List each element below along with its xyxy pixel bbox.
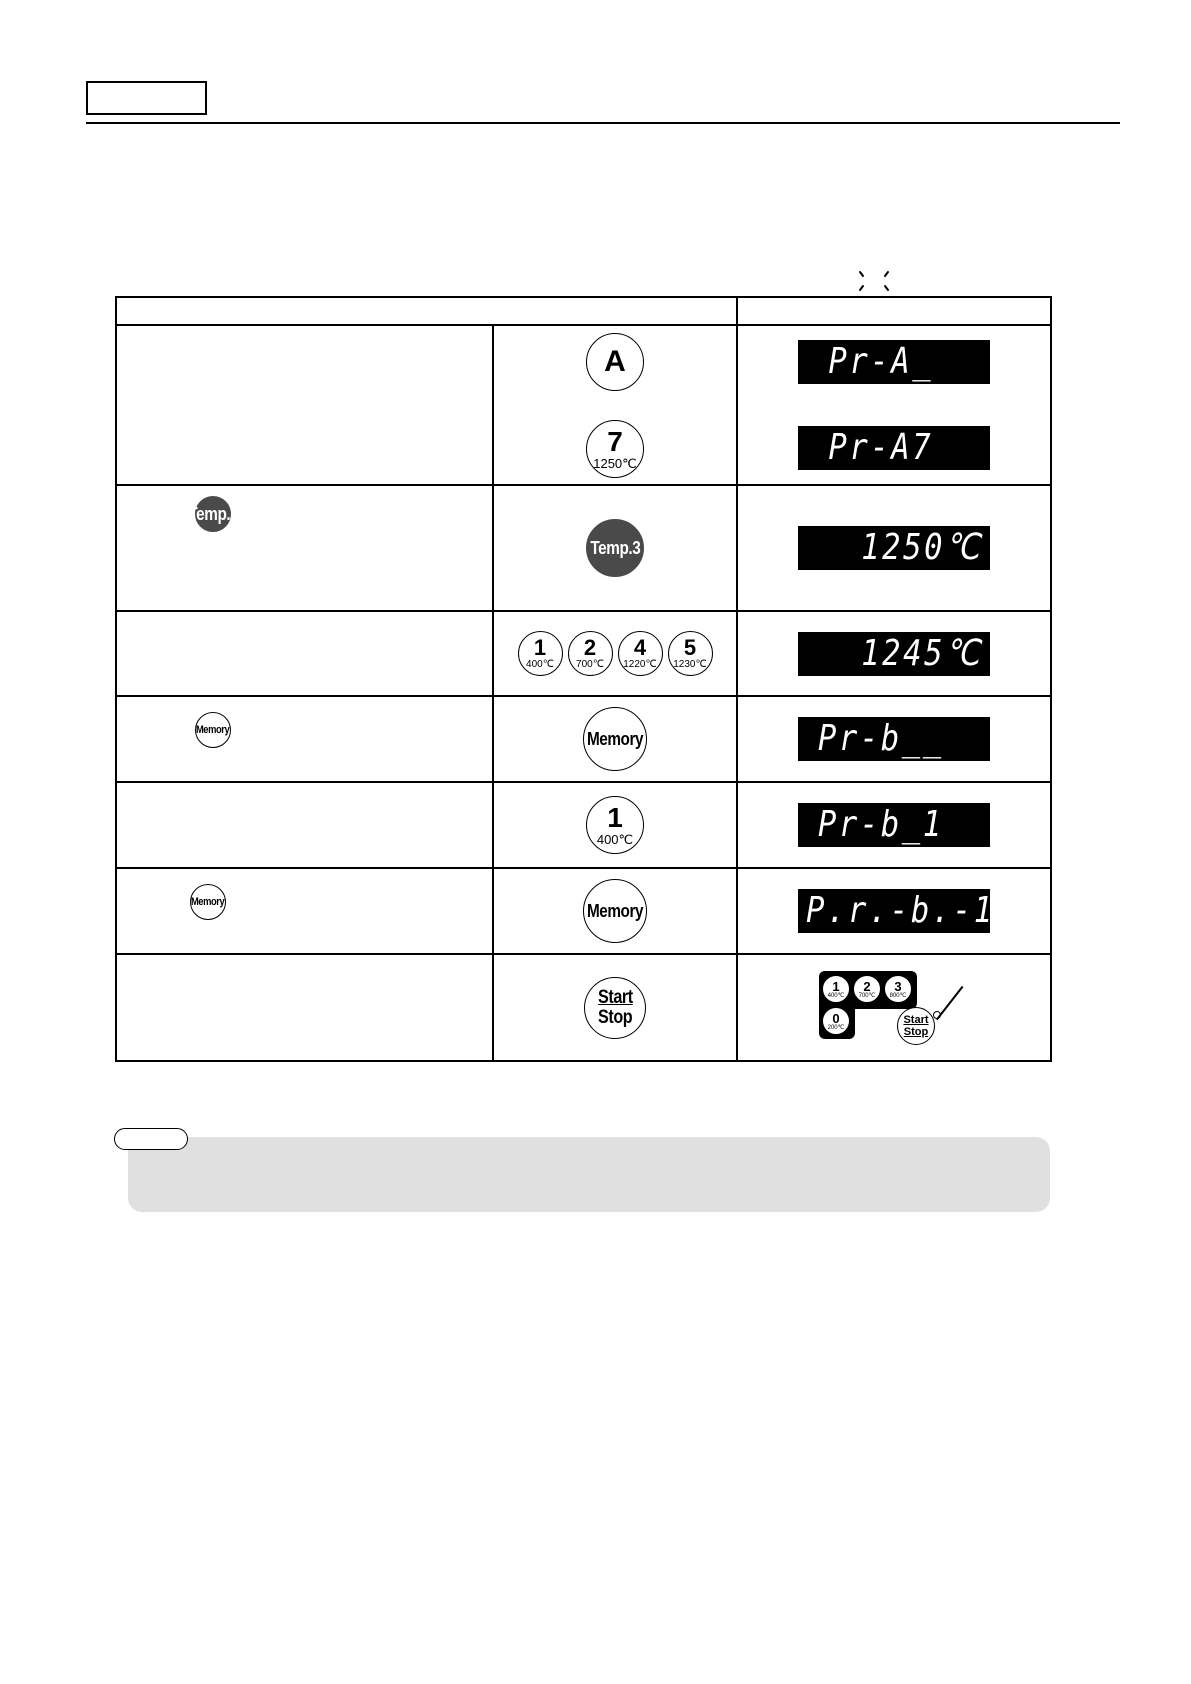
key-number: 1 bbox=[533, 635, 547, 660]
key-cell bbox=[493, 485, 737, 611]
mini-key-0 bbox=[822, 1007, 850, 1035]
mini-key-1 bbox=[822, 975, 850, 1003]
display-cell bbox=[737, 611, 1051, 696]
key-cell bbox=[493, 782, 737, 868]
lcd-text: Pr-b__ bbox=[817, 718, 944, 759]
mini-start-stop-key bbox=[897, 1007, 935, 1045]
key-temperature: 400℃ bbox=[596, 832, 634, 847]
start-label: Start bbox=[597, 986, 633, 1008]
memory-inline-icon bbox=[195, 712, 231, 748]
step-description bbox=[116, 485, 493, 611]
note-tag bbox=[114, 1128, 188, 1150]
mini-key-number: 0 bbox=[832, 1010, 840, 1026]
display-cell bbox=[737, 782, 1051, 868]
header-operation bbox=[116, 297, 737, 325]
table-row bbox=[116, 696, 1051, 782]
temp-4-key[interactable] bbox=[618, 631, 663, 676]
mini-key-number: 1 bbox=[832, 978, 840, 994]
lcd-display bbox=[798, 803, 990, 847]
mini-key-number: 3 bbox=[894, 978, 902, 994]
key-cell bbox=[493, 868, 737, 954]
a-key-label: A bbox=[604, 344, 626, 378]
start-stop-key[interactable] bbox=[584, 977, 646, 1039]
stop-label: Stop bbox=[597, 1006, 633, 1028]
temp-7-key[interactable] bbox=[586, 420, 644, 478]
display-cell bbox=[737, 868, 1051, 954]
key-temperature: 1250℃ bbox=[593, 455, 637, 471]
lcd-text: Pr-A7 bbox=[828, 427, 934, 468]
lcd-display bbox=[798, 526, 990, 570]
lcd-text: 1250℃ bbox=[861, 527, 982, 568]
key-number: 5 bbox=[683, 635, 697, 660]
table-row bbox=[116, 782, 1051, 868]
lcd-text: 1245℃ bbox=[861, 632, 982, 674]
table-row bbox=[116, 611, 1051, 696]
key-cell bbox=[493, 954, 737, 1061]
header-display bbox=[737, 297, 1051, 325]
mini-key-temp: 700℃ bbox=[858, 992, 876, 999]
leader-line bbox=[936, 986, 963, 1020]
a-key[interactable] bbox=[586, 333, 644, 391]
key-cell bbox=[493, 696, 737, 782]
section-label-box bbox=[86, 81, 207, 115]
mini-key-temp: 200℃ bbox=[827, 1024, 845, 1031]
temp-1-key[interactable] bbox=[586, 796, 644, 854]
key-number: 4 bbox=[633, 635, 647, 660]
key-temperature: 1230℃ bbox=[673, 659, 707, 670]
mini-key-temp: 800℃ bbox=[889, 992, 907, 999]
mini-key-number: 2 bbox=[863, 978, 871, 994]
lcd-display bbox=[798, 426, 990, 470]
lcd-text: Pr-A_ bbox=[828, 341, 934, 382]
step-description bbox=[116, 954, 493, 1061]
lcd-display bbox=[798, 889, 995, 933]
table-row bbox=[116, 485, 1051, 611]
display-cell bbox=[737, 954, 1051, 1061]
display-cell bbox=[737, 696, 1051, 782]
step-description bbox=[116, 782, 493, 868]
key-cell bbox=[493, 611, 737, 696]
blink-indicator-icon bbox=[856, 268, 892, 294]
lcd-display bbox=[798, 632, 990, 676]
memory-key[interactable] bbox=[583, 707, 647, 771]
key-label: Memory bbox=[586, 901, 644, 921]
mini-key-3 bbox=[884, 975, 912, 1003]
step-description bbox=[116, 696, 493, 782]
table-header-row bbox=[116, 297, 1051, 325]
lcd-display bbox=[798, 340, 990, 384]
display-cell bbox=[737, 485, 1051, 611]
mini-stop-label: Stop bbox=[903, 1026, 929, 1038]
key-cell bbox=[493, 325, 737, 485]
key-label: Memory bbox=[586, 729, 644, 749]
key-label: Temp.3 bbox=[590, 538, 640, 558]
inline-key-label: Memory bbox=[196, 723, 230, 736]
key-number: 7 bbox=[607, 425, 623, 457]
memory-key[interactable] bbox=[583, 879, 647, 943]
step-description bbox=[116, 611, 493, 696]
key-temperature: 1220℃ bbox=[623, 659, 657, 670]
temp-1-key[interactable] bbox=[518, 631, 563, 676]
table-row bbox=[116, 868, 1051, 954]
note-box bbox=[128, 1137, 1050, 1212]
inline-key-label: Temp.3 bbox=[188, 504, 238, 524]
temp-5-key[interactable] bbox=[668, 631, 713, 676]
temp-3-inline-icon bbox=[188, 496, 238, 532]
lcd-text: Pr-b_1 bbox=[817, 804, 944, 845]
key-number: 1 bbox=[607, 802, 623, 833]
lcd-text: P.r.-b.-1 bbox=[806, 890, 995, 931]
lcd-display bbox=[798, 717, 990, 761]
procedure-table bbox=[115, 296, 1052, 1062]
key-number: 2 bbox=[583, 635, 597, 660]
inline-key-label: Memory bbox=[191, 895, 225, 908]
header-rule bbox=[86, 122, 1120, 124]
panel-illustration bbox=[809, 965, 979, 1045]
key-temperature: 400℃ bbox=[526, 659, 554, 670]
step-description bbox=[116, 325, 493, 485]
step-description bbox=[116, 868, 493, 954]
key-temperature: 700℃ bbox=[576, 659, 604, 670]
mini-start-label: Start bbox=[903, 1014, 929, 1026]
temp-2-key[interactable] bbox=[568, 631, 613, 676]
table-row bbox=[116, 325, 1051, 485]
temp-3-key[interactable] bbox=[586, 519, 644, 577]
memory-inline-icon bbox=[190, 884, 226, 920]
mini-key-2 bbox=[853, 975, 881, 1003]
table-row bbox=[116, 954, 1051, 1061]
display-cell bbox=[737, 325, 1051, 485]
mini-key-temp: 400℃ bbox=[827, 992, 845, 999]
